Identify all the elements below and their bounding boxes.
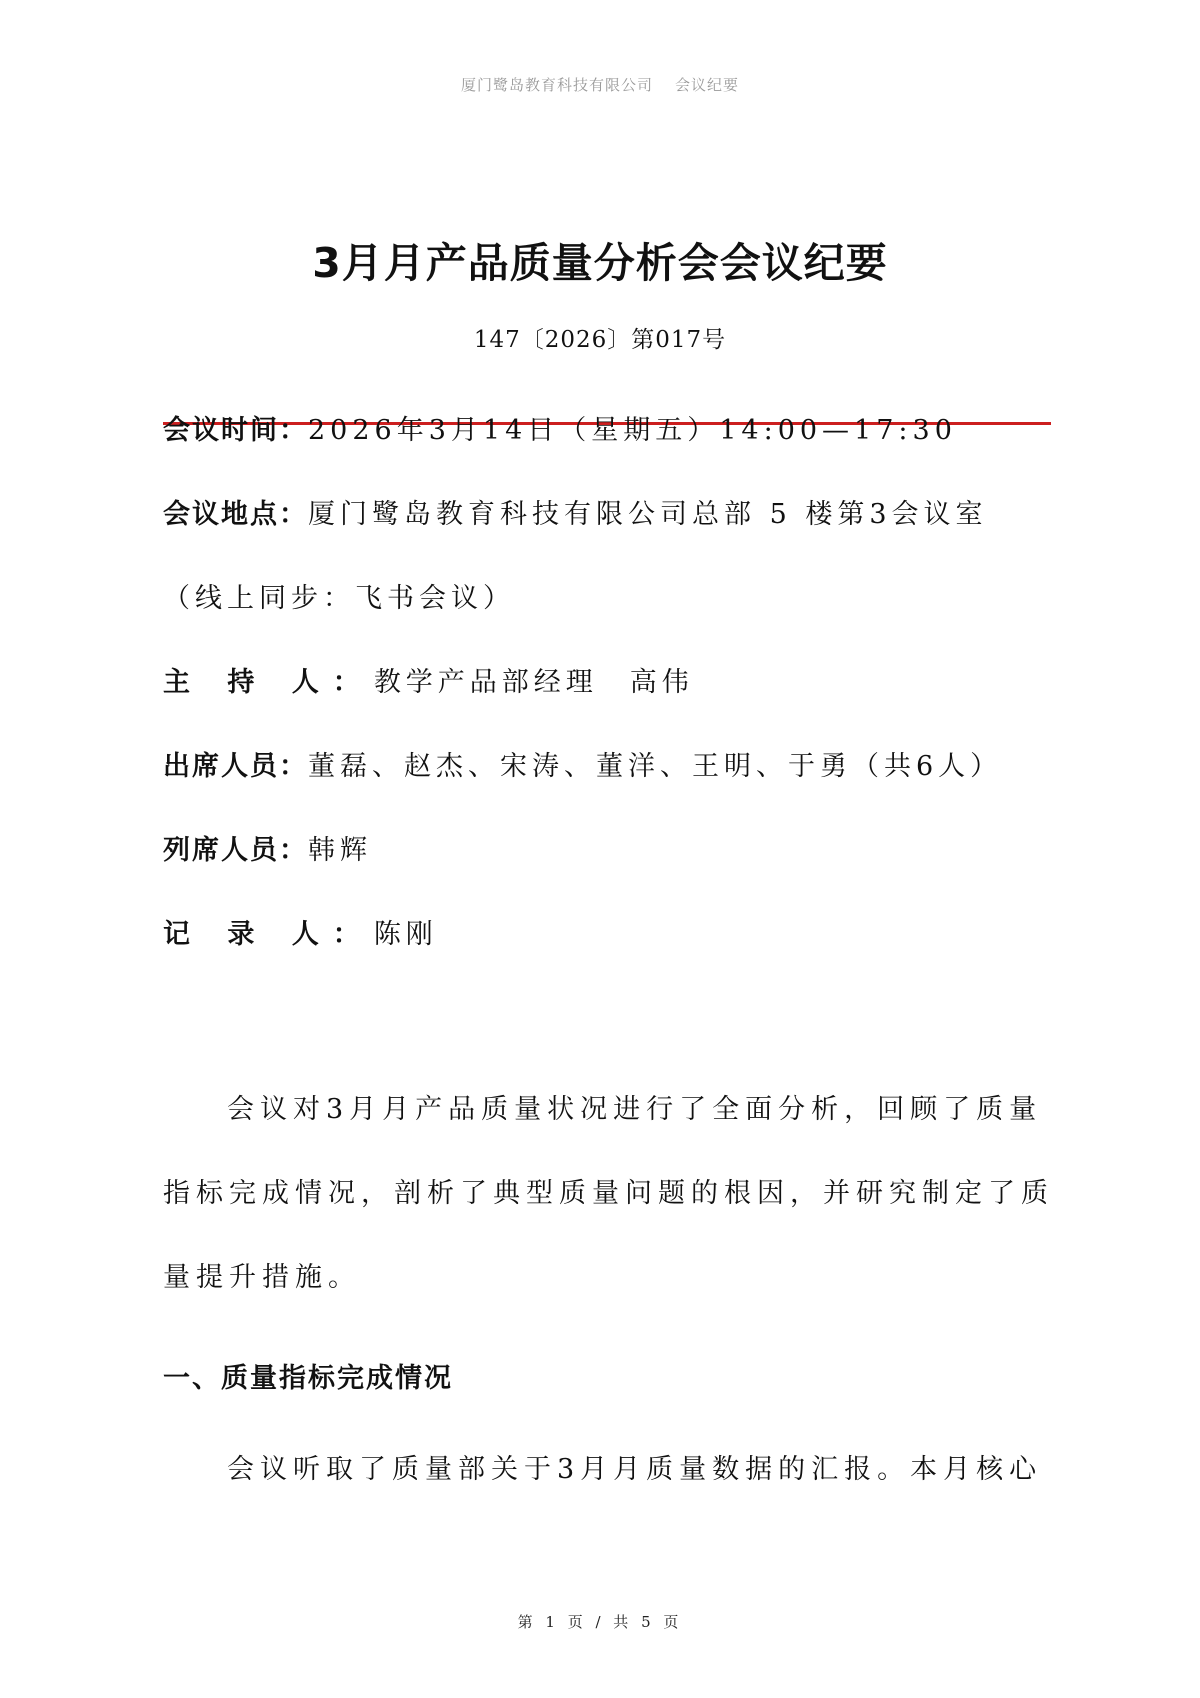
meeting-place-row: [163, 495, 1063, 535]
intro-paragraph-line-2: 指标完成情况，剖析了典型质量问题的根因，并研究制定了质: [163, 1178, 1054, 1209]
meeting-place-row-continued: [163, 579, 1063, 619]
meeting-place-value: 厦门鹭岛教育科技有限公司总部 5 楼第3会议室: [308, 499, 988, 530]
recorder-row: [163, 915, 1063, 955]
header-company: 厦门鹭岛教育科技有限公司: [460, 76, 653, 94]
section-1-heading: 一、质量指标完成情况: [163, 1363, 453, 1394]
observers-value: 韩辉: [308, 835, 372, 866]
recorder-label: 记 录 人：: [163, 919, 374, 950]
observers-label: 列席人员：: [163, 835, 308, 866]
meeting-time-label: 会议时间：: [163, 415, 308, 446]
section-1-paragraph-line-1: 会议听取了质量部关于3月月质量数据的汇报。本月核心: [227, 1454, 1043, 1485]
meeting-time-value: 2026年3月14日（星期五）14:00—17:30: [308, 415, 957, 446]
page-header: [0, 74, 1200, 95]
meeting-place-value-cont: （线上同步：飞书会议）: [163, 583, 515, 614]
intro-paragraph-line-3: 量提升措施。: [163, 1262, 361, 1293]
meeting-place-label: 会议地点：: [163, 499, 308, 530]
observers-row: [163, 831, 1063, 871]
document-title: 3月月产品质量分析会会议纪要: [312, 239, 888, 287]
attendees-row: [163, 747, 1063, 787]
host-row: [163, 663, 1063, 703]
attendees-value: 董磊、赵杰、宋涛、董洋、王明、于勇（共6人）: [308, 751, 1003, 782]
document-number: 147〔2026〕第017号: [473, 327, 727, 353]
meeting-time-row: [163, 411, 1063, 451]
attendees-label: 出席人员：: [163, 751, 308, 782]
page-footer: 第 1 页 / 共 5 页: [517, 1613, 683, 1631]
host-value: 教学产品部经理 高伟: [373, 667, 694, 698]
recorder-value: 陈刚: [373, 919, 438, 950]
header-doc-type: 会议纪要: [675, 76, 740, 94]
intro-paragraph-line-1: 会议对3月月产品质量状况进行了全面分析，回顾了质量: [227, 1094, 1043, 1125]
host-label: 主 持 人：: [163, 667, 374, 698]
